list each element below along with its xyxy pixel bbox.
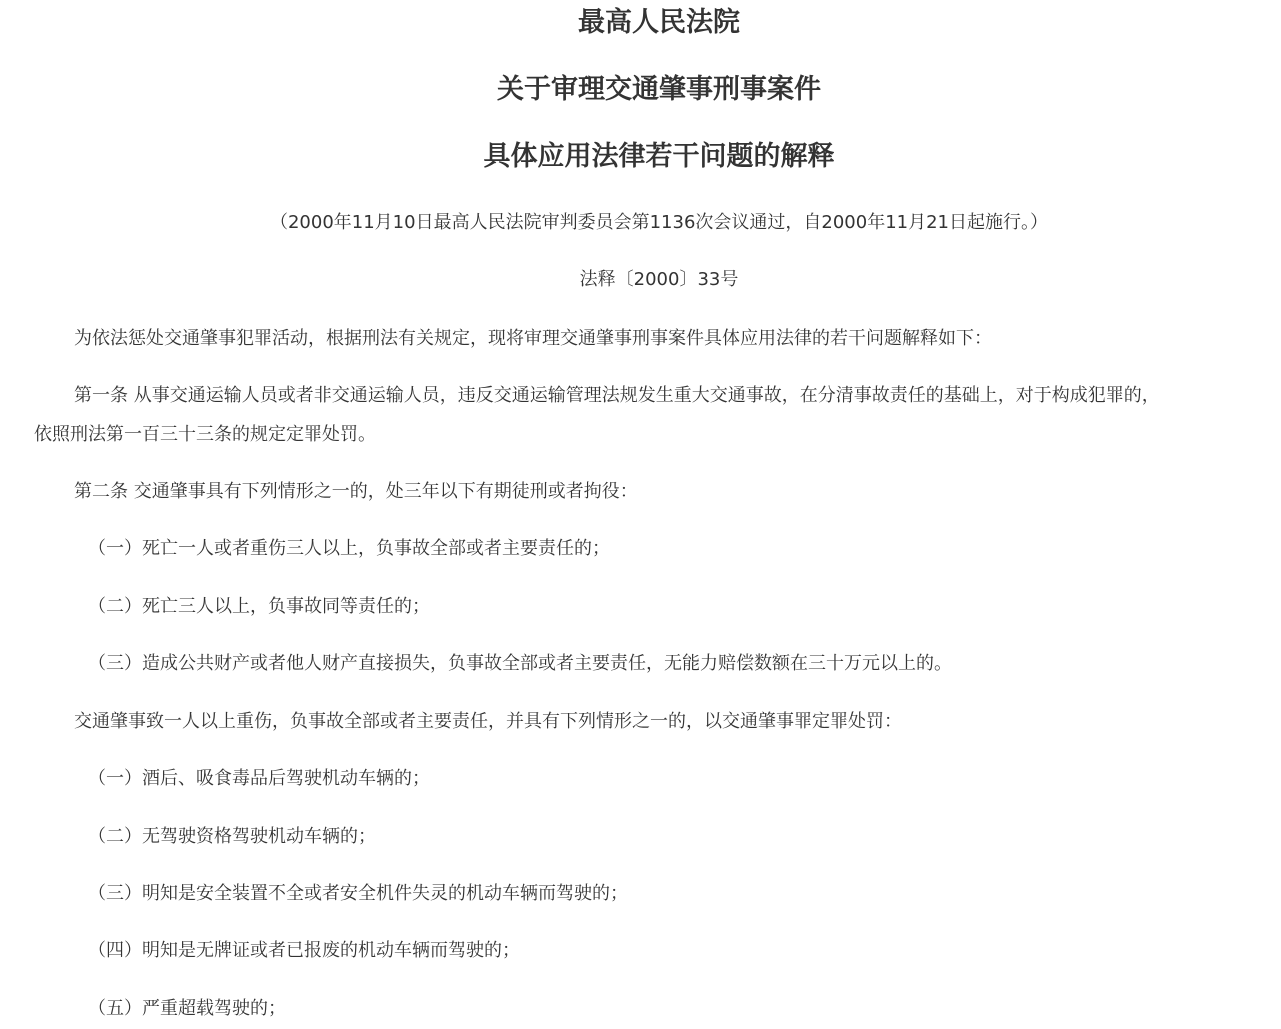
- article-2-second-item-2: （二）无驾驶资格驾驶机动车辆的；: [88, 826, 376, 847]
- article-2-item-1: （一）死亡一人或者重伤三人以上，负事故全部或者主要责任的；: [88, 538, 610, 559]
- article-1-line-1: 第一条 从事交通运输人员或者非交通运输人员，违反交通运输管理法规发生重大交通事故，在分清事故责任的基础上，对于构成犯罪的，: [74, 385, 1160, 406]
- document-title-line-3: 具体应用法律若干问题的解释: [483, 141, 835, 172]
- article-2-second-item-4: （四）明知是无牌证或者已报废的机动车辆而驾驶的；: [88, 940, 520, 961]
- document-number: 法释〔2000〕33号: [579, 269, 739, 290]
- adoption-note: （2000年11月10日最高人民法院审判委员会第1136次会议通过，自2000年11月21日起施行。）: [269, 212, 1049, 233]
- article-2-second-item-5: （五）严重超载驾驶的；: [88, 998, 286, 1019]
- article-2-second-intro: 交通肇事致一人以上重伤，负事故全部或者主要责任，并具有下列情形之一的，以交通肇事罪定罪处罚：: [74, 711, 902, 732]
- article-2-item-2: （二）死亡三人以上，负事故同等责任的；: [88, 596, 430, 617]
- article-2-second-item-3: （三）明知是安全装置不全或者安全机件失灵的机动车辆而驾驶的；: [88, 883, 628, 904]
- article-2-item-3: （三）造成公共财产或者他人财产直接损失，负事故全部或者主要责任，无能力赔偿数额在三十万元以上的。: [88, 653, 952, 674]
- document-title-line-2: 关于审理交通肇事刑事案件: [497, 74, 821, 105]
- preamble-paragraph: 为依法惩处交通肇事犯罪活动，根据刑法有关规定，现将审理交通肇事刑事案件具体应用法律的若干问题解释如下：: [74, 328, 992, 349]
- document-title-line-1: 最高人民法院: [578, 7, 740, 38]
- article-2-intro: 第二条 交通肇事具有下列情形之一的，处三年以下有期徒刑或者拘役：: [74, 481, 638, 502]
- article-2-second-item-1: （一）酒后、吸食毒品后驾驶机动车辆的；: [88, 768, 430, 789]
- article-1-line-2: 依照刑法第一百三十三条的规定定罪处罚。: [34, 424, 376, 445]
